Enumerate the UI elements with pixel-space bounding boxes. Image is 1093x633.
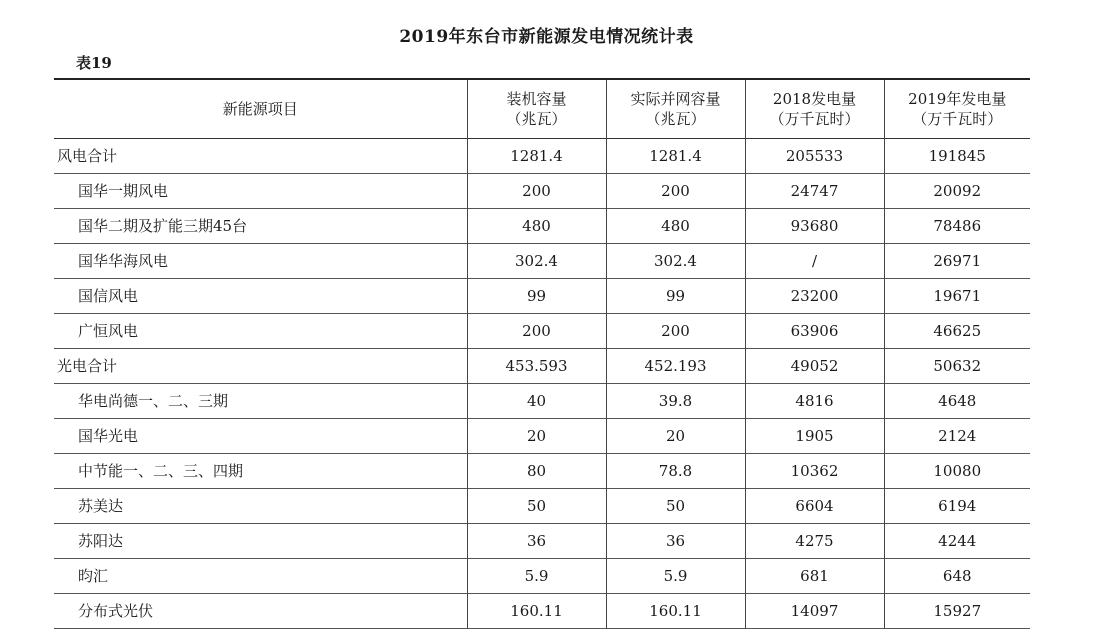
generation-2018-cell: 24747 (745, 173, 884, 208)
generation-2018-cell: 4816 (745, 383, 884, 418)
header-installed-capacity-label: 装机容量 (506, 89, 567, 108)
grid-capacity-cell: 200 (606, 313, 745, 348)
generation-2018-cell: 63906 (745, 313, 884, 348)
grid-capacity-cell: 302.4 (606, 243, 745, 278)
table-number-label: 表19 (76, 54, 112, 72)
generation-2018-cell: 14097 (745, 593, 884, 628)
grid-capacity-cell: 480 (606, 208, 745, 243)
grid-capacity-cell: 5.9 (606, 558, 745, 593)
generation-2018-cell: 23200 (745, 278, 884, 313)
header-generation-2019 (884, 79, 1030, 138)
project-name-cell: 国华光电 (78, 427, 139, 445)
project-name-cell: 华电尚德一、二、三期 (78, 392, 229, 410)
header-generation-2018-unit: （万千瓦时） (769, 109, 860, 128)
table-row-subtotal (54, 138, 1030, 173)
grid-capacity-cell: 99 (606, 278, 745, 313)
grid-capacity-cell: 20 (606, 418, 745, 453)
table-row (54, 488, 1030, 523)
table-header (54, 79, 1030, 138)
project-name-cell: 苏美达 (78, 497, 124, 515)
table-row (54, 523, 1030, 558)
table-row (54, 278, 1030, 313)
project-name-cell: 苏阳达 (78, 532, 124, 550)
header-project-label: 新能源项目 (222, 99, 298, 118)
project-name-cell: 风电合计 (57, 147, 118, 165)
project-name-cell: 国信风电 (78, 287, 139, 305)
installed-capacity-cell: 80 (467, 453, 606, 488)
installed-capacity-cell: 200 (467, 173, 606, 208)
installed-capacity-cell: 302.4 (467, 243, 606, 278)
header-grid-capacity (606, 79, 745, 138)
project-name-cell: 光电合计 (57, 357, 118, 375)
header-project (54, 79, 467, 138)
table-row-subtotal (54, 348, 1030, 383)
grid-capacity-cell: 200 (606, 173, 745, 208)
generation-2019-cell: 50632 (884, 348, 1030, 383)
table-row (54, 418, 1030, 453)
generation-2018-cell: 10362 (745, 453, 884, 488)
installed-capacity-cell: 99 (467, 278, 606, 313)
installed-capacity-cell: 453.593 (467, 348, 606, 383)
generation-2018-cell: 4275 (745, 523, 884, 558)
generation-2018-cell: 93680 (745, 208, 884, 243)
table-row (54, 558, 1030, 593)
installed-capacity-cell: 160.11 (467, 593, 606, 628)
table-body (54, 138, 1030, 628)
installed-capacity-cell: 36 (467, 523, 606, 558)
header-installed-capacity-unit: （兆瓦） (506, 109, 567, 128)
table-row (54, 593, 1030, 628)
grid-capacity-cell: 50 (606, 488, 745, 523)
generation-2019-cell: 6194 (884, 488, 1030, 523)
project-name-cell: 国华二期及扩能三期45台 (78, 217, 248, 235)
generation-2019-cell: 2124 (884, 418, 1030, 453)
project-name-cell: 国华华海风电 (78, 252, 169, 270)
grid-capacity-cell: 39.8 (606, 383, 745, 418)
generation-2019-cell: 648 (884, 558, 1030, 593)
generation-2019-cell: 20092 (884, 173, 1030, 208)
installed-capacity-cell: 40 (467, 383, 606, 418)
table-row (54, 383, 1030, 418)
document-title: 2019年东台市新能源发电情况统计表 (399, 27, 694, 47)
table-row (54, 173, 1030, 208)
generation-2019-cell: 4244 (884, 523, 1030, 558)
grid-capacity-cell: 78.8 (606, 453, 745, 488)
generation-2018-cell: 1905 (745, 418, 884, 453)
generation-2019-cell: 4648 (884, 383, 1030, 418)
project-name-cell: 分布式光伏 (78, 602, 154, 620)
generation-2019-cell: 26971 (884, 243, 1030, 278)
statistics-table (54, 78, 1030, 629)
table-row (54, 243, 1030, 278)
generation-2019-cell: 78486 (884, 208, 1030, 243)
generation-2018-cell: 205533 (745, 138, 884, 173)
table-row (54, 313, 1030, 348)
table-row (54, 453, 1030, 488)
generation-2019-cell: 19671 (884, 278, 1030, 313)
grid-capacity-cell: 36 (606, 523, 745, 558)
grid-capacity-cell: 1281.4 (606, 138, 745, 173)
project-name-cell: 广恒风电 (78, 322, 139, 340)
generation-2018-cell: / (745, 243, 884, 278)
header-installed-capacity (467, 79, 606, 138)
generation-2018-cell: 6604 (745, 488, 884, 523)
header-row (54, 79, 1030, 138)
generation-2019-cell: 46625 (884, 313, 1030, 348)
header-grid-capacity-label: 实际并网容量 (630, 89, 721, 108)
generation-2019-cell: 10080 (884, 453, 1030, 488)
installed-capacity-cell: 1281.4 (467, 138, 606, 173)
project-name-cell: 国华一期风电 (78, 182, 169, 200)
table-row (54, 208, 1030, 243)
header-generation-2019-label: 2019年发电量 (908, 89, 1007, 108)
installed-capacity-cell: 200 (467, 313, 606, 348)
grid-capacity-cell: 160.11 (606, 593, 745, 628)
generation-2018-cell: 681 (745, 558, 884, 593)
header-generation-2018 (745, 79, 884, 138)
project-name-cell: 中节能一、二、三、四期 (78, 462, 244, 480)
header-grid-capacity-unit: （兆瓦） (645, 109, 706, 128)
installed-capacity-cell: 20 (467, 418, 606, 453)
installed-capacity-cell: 5.9 (467, 558, 606, 593)
header-generation-2018-label: 2018发电量 (772, 89, 857, 108)
header-generation-2019-unit: （万千瓦时） (912, 109, 1003, 128)
project-name-cell: 昀汇 (78, 567, 109, 585)
grid-capacity-cell: 452.193 (606, 348, 745, 383)
installed-capacity-cell: 50 (467, 488, 606, 523)
generation-2018-cell: 49052 (745, 348, 884, 383)
generation-2019-cell: 15927 (884, 593, 1030, 628)
generation-2019-cell: 191845 (884, 138, 1030, 173)
installed-capacity-cell: 480 (467, 208, 606, 243)
